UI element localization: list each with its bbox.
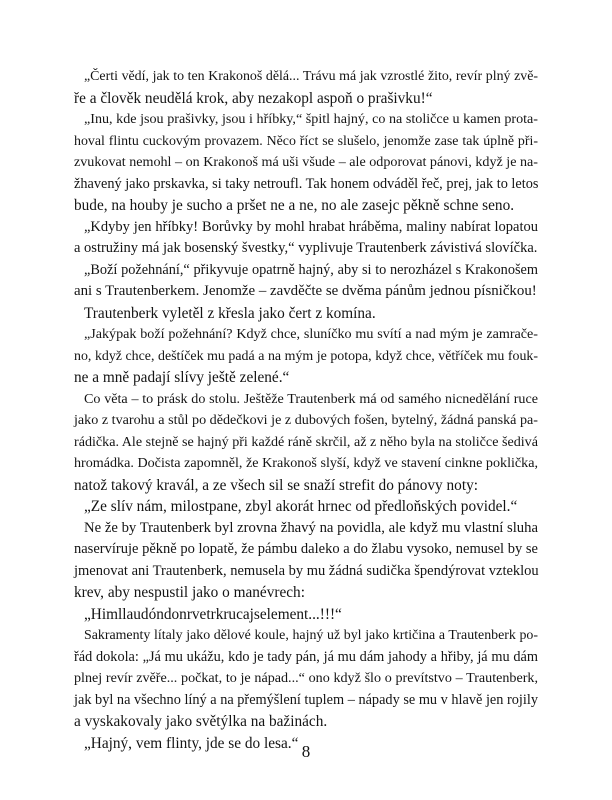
- text-line: Ne že by Trautenberk byl zrovna žhavý na povidla, ale když mu vlastní sluha: [84, 519, 538, 536]
- text-line: a vyskakovaly jako světýlka na bažinách.: [74, 713, 328, 730]
- text-line: plnej revír zvěře... počkat, to je nápad...“ ono když šlo o prevítstvo – Trautenberk,: [74, 670, 538, 686]
- text-line: Co věta – to prásk do stolu. Ještěže Trautenberk má od samého nicnedělání ruce: [84, 390, 538, 407]
- text-line: natož takový kravál, a ze všech sil se snaží strefit do pánovy noty:: [74, 476, 478, 494]
- text-line: hoval flintu cuckovým provazem. Něco říct se slušelo, jenomže zase tak úplně při-: [74, 133, 538, 149]
- text-line: ře a člověk neudělá krok, aby nezakopl aspoň o prašivku!“: [74, 89, 433, 107]
- text-line: krev, aby nespustil jako o manévrech:: [74, 584, 305, 601]
- text-line: zvukovat nemohl – on Krakonoš má uši všude – ale odporovat pánovi, když je na-: [74, 154, 538, 170]
- paragraph: [74, 324, 538, 389]
- text-line: „Ze slív nám, milostpane, zbyl akorát hrnec od předloňských povidel.“: [84, 498, 518, 515]
- paragraph: [74, 604, 538, 626]
- text-line: řád dokola: „Já mu ukážu, kdo je tady pán, já mu dám jahody a hřiby, já mu dám: [74, 648, 538, 665]
- page-number: 8: [301, 742, 311, 761]
- text-line: hromádka. Dočista zapomněl, že Krakonoš slyší, když ve stavení cinkne poklička,: [74, 455, 538, 471]
- text-line: Sakramenty lítaly jako dělové koule, hajný už byl jako krtičina a Trautenberk po-: [84, 628, 538, 643]
- text-line: no, když chce, deštíček mu padá a na mým je potopa, když chce, větříček mu fouk-: [74, 348, 538, 364]
- text-line: „Boží požehnání,“ přikyvuje opatrně hajný, aby si to nerozházel s Krakonošem: [84, 261, 538, 278]
- text-line: naservíruje pěkně po lopatě, že pámbu daleko a do žlabu vysoko, nemusel by se: [74, 541, 538, 557]
- text-line: „Kdyby jen hříbky! Borůvky by mohl hrabat hráběma, maliny nabírat lopatou: [84, 218, 538, 235]
- paragraph: [74, 109, 538, 217]
- body-text: [74, 66, 538, 754]
- paragraph: [74, 260, 538, 303]
- paragraph: [74, 217, 538, 260]
- text-line: „Čerti vědí, jak to ten Krakonoš dělá... Trávu má jak vzrostlé žito, revír plný zvě-: [84, 69, 538, 84]
- text-line: ani s Trautenberkem. Jenomže – zavděčte se dvěma pánům jednou písničkou!: [74, 283, 537, 299]
- text-line: a ostružiny má jak bosenský švestky,“ vyplivuje Trautenberk závistivá slovíčka.: [74, 240, 538, 256]
- paragraph: [74, 303, 538, 325]
- text-line: „Hajný, vem flinty, jde se do lesa.“: [84, 734, 299, 752]
- text-line: rádička. Ale stejně se hajný při každé ráně skrčil, až z něho byla na stoličce šedivá: [74, 433, 538, 450]
- text-line: ne a mně padají slívy ještě zelené.“: [74, 369, 290, 386]
- text-line: jmenovat ani Trautenberk, nemusela by mu žádná sudička špendýrovat vzteklou: [74, 562, 539, 579]
- text-line: „Himllaudóndonrvetrkrucajselement...!!!“: [84, 605, 342, 623]
- text-line: jako z tvarohu a stůl po dědečkovi je z dubových fošen, bytelný, žádná panská pa-: [74, 412, 538, 428]
- paragraph: [74, 496, 538, 518]
- paragraph: [74, 389, 538, 497]
- text-line: jak byl na všechno líný a na přemýšlení tuplem – nápady se mu v hlavě jen rojily: [74, 691, 538, 708]
- text-line: „Inu, kde jsou prašivky, jsou i hříbky,“ špitl hajný, co na stoličce u kamen prota-: [84, 111, 538, 127]
- text-line: Trautenberk vyletěl z křesla jako čert z komína.: [84, 304, 376, 322]
- text-line: bude, na houby je sucho a pršet ne a ne, no ale zasejc pěkně schne seno.: [74, 197, 515, 214]
- paragraph: [74, 625, 538, 733]
- paragraph: [74, 66, 538, 109]
- paragraph: [74, 518, 538, 604]
- text-line: žhavený jako prskavka, si taky netroufl. Tak honem odváděl řeč, prej, jak to letos: [74, 175, 539, 192]
- text-line: „Jakýpak boží požehnání? Když chce, sluníčko mu svítí a nad mým je zamrače-: [84, 326, 538, 342]
